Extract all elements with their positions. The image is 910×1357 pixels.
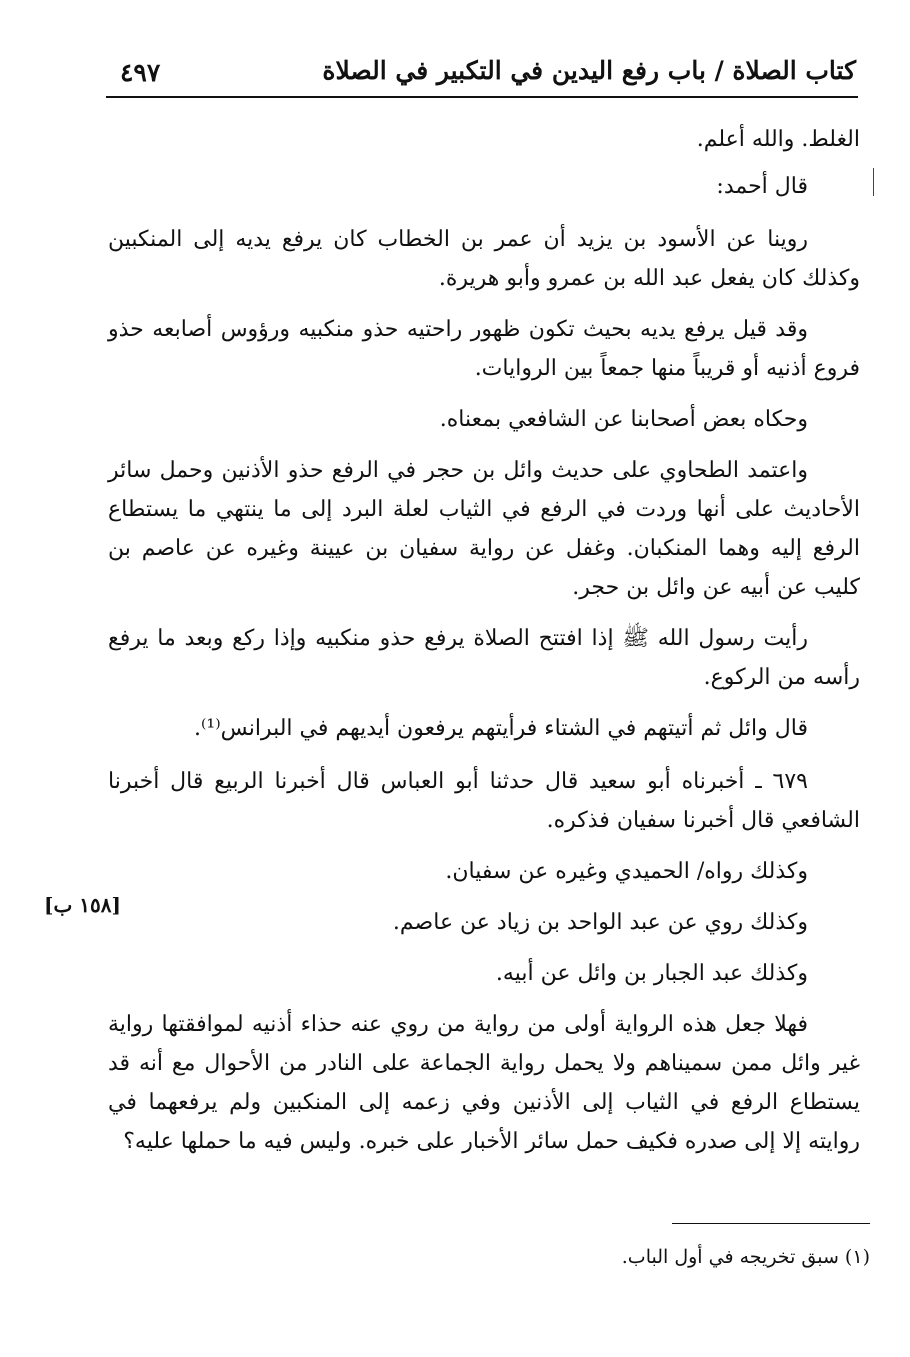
manuscript-folio-note: [١٥٨ ب] (44, 893, 121, 917)
paragraph: وكذلك روي عن عبد الواحد بن زياد عن عاصم. (392, 910, 808, 935)
running-head (112, 52, 856, 90)
paragraph: وكذلك رواه/ الحميدي وغيره عن سفيان. (445, 859, 808, 884)
paragraph: فهلا جعل هذه الرواية أولى من رواية من روي عنه حذاء أذنيه لموافقتها رواية غير وائل ممن سميناهم ولا يحمل رواية الجماعة على النادر من الأحوال مع أنه قد يستطاع الرفع في الثياب إلى الأذنين وفي زعمه إلى المنكبين ولم يرفعهما في روايته إلا إلى صدره فكيف حمل سائر الأخبار على خبره. وليس فيه ما حملها عليه؟ (108, 1012, 860, 1154)
paragraph: قال أحمد: (716, 174, 808, 199)
paragraph: وحكاه بعض أصحابنا عن الشافعي بمعناه. (439, 407, 808, 432)
paragraph: روينا عن الأسود بن يزيد أن عمر بن الخطاب كان يرفع يديه إلى المنكبين وكذلك كان يفعل عبد الله بن عمرو وأبو هريرة. (108, 227, 860, 291)
paragraph: وقد قيل يرفع يديه بحيث تكون ظهور راحتيه حذو منكبيه ورؤوس أصابعه حذو فروع أذنيه أو قريباً منها جمعاً بين الروايات. (108, 317, 860, 381)
paragraph: رأيت رسول الله ﷺ إذا افتتح الصلاة يرفع حذو منكبيه وإذا ركع وبعد ما يرفع رأسه من الركوع. (108, 626, 860, 690)
margin-mark (873, 168, 874, 196)
paragraph: قال وائل ثم أتيتهم في الشتاء فرأيتهم يرفعون أيديهم في البرانس⁽¹⁾. (194, 716, 808, 741)
paragraph: وكذلك عبد الجبار بن وائل عن أبيه. (495, 961, 808, 986)
paragraph: واعتمد الطحاوي على حديث وائل بن حجر في الرفع حذو الأذنين وحمل سائر الأحاديث على أنها وردت في الرفع في الثياب لعلة البرد إلى ما ينتهي ما يستطاع الرفع إليه وهما المنكبان. وغفل عن رواية سفيان بن عيينة وغيره عن عاصم بن كليب عن أبيه عن وائل بن حجر. (108, 458, 860, 600)
footnote: (١) سبق تخريجه في أول الباب. (621, 1246, 870, 1268)
running-title: كتاب الصلاة / باب رفع اليدين في التكبير في الصلاة (322, 56, 856, 85)
paragraph: الغلط. والله أعلم. (696, 127, 860, 152)
footnote-rule (672, 1223, 870, 1224)
body-text (108, 120, 860, 1161)
page-number: ٤٩٧ (120, 58, 161, 87)
header-rule (106, 96, 858, 98)
hadith-paragraph: ٦٧٩ ـ أخبرناه أبو سعيد قال حدثنا أبو العباس قال أخبرنا الربيع قال أخبرنا الشافعي قال أخبرنا سفيان فذكره. (108, 769, 860, 833)
